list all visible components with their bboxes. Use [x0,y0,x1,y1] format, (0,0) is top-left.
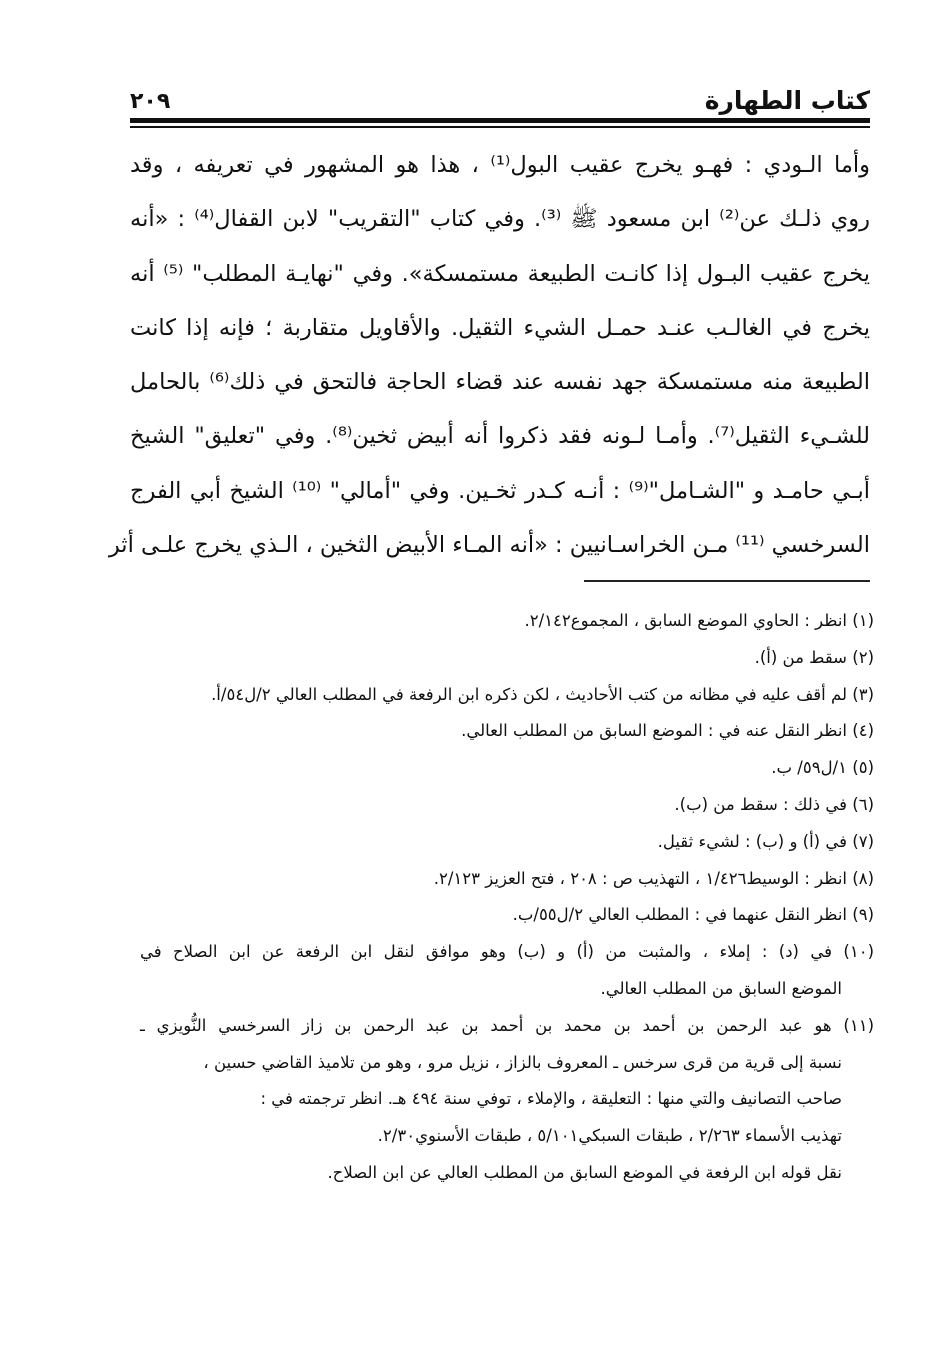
footnote-line: (٦) في ذلك : سقط من (ب). [674,794,874,814]
running-title: كتاب الطهارة [704,86,870,115]
footnote-continuation: نسبة إلى قرية من قرى سرخس ـ المعروف بالزاز ، نزيل مرو ، وهو من تلاميذ القاضي حسين ، [203,1052,842,1072]
footnote-line: (٢) سقط من (أ). [754,647,874,667]
footnote-line: (٣) لم أقف عليه في مظانه من كتب الأحاديث ، لكن ذكره ابن الرفعة في المطلب العالي ٢/ل٥٤/أ. [211,684,874,704]
header-rule-thick [130,118,870,123]
text-line: روي ذلـك عن⁽²⁾ ابن مسعود ﷺ ⁽³⁾. وفي كتاب "التقريب" لابن القفال⁽⁴⁾ : «أنه [130,206,870,233]
footnote-line: (٧) في (أ) و (ب) : لشيء ثقيل. [657,831,874,851]
footnote-line: (١٠) في (د) : إملاء ، والمثبت من (أ) و (ب) وهو موافق لنقل ابن الرفعة عن ابن الصلاح في [140,942,874,962]
footnote-separator [584,580,870,582]
text-line: أبـي حامـد و "الشـامل"⁽⁹⁾ : أنـه كـدر ثخـين. وفي "أمالي" ⁽¹⁰⁾ الشيخ أبي الفرج [130,477,871,504]
footnote-line: (٥) ١/ل٥٩/ ب. [771,758,874,778]
footnote-line: (٩) انظر النقل عنهما في : المطلب العالي ٢/ل٥٥/ب. [512,905,874,925]
footnote-line: (١) انظر : الحاوي الموضع السابق ، المجموع٢/١٤٢. [524,611,874,630]
text-line: الطبيعة منه مستمسكة جهد نفسه عند قضاء الحاجة فالتحق في ذلك⁽⁶⁾ بالحامل [130,369,870,396]
text-line: وأما الـودي : فهـو يخرج عقيب البول⁽¹⁾ ، هذا هو المشهور في تعريفه ، وقد [130,152,870,178]
footnotes [140,603,874,1192]
footnote-continuation: نقل قوله ابن الرفعة في الموضع السابق من المطلب العالي عن ابن الصلاح. [327,1162,842,1182]
footnote-continuation: تهذيب الأسماء ٢/٢٦٣ ، طبقات السبكي٥/١٠١ ، طبقات الأسنوي٢/٣٠. [377,1126,842,1146]
footnote-line: (٤) انظر النقل عنه في : الموضع السابق من المطلب العالي. [461,721,874,741]
footnote-continuation: الموضع السابق من المطلب العالي. [600,978,842,998]
text-line: يخرج في الغالـب عنـد حمـل الشيء الثقيل. والأقاويل متقاربة ؛ فإنه إذا كانت [130,314,870,341]
main-text [108,138,871,572]
page-header [130,80,870,120]
text-line: يخرج عقيب البـول إذا كانـت الطبيعة مستمسكة». وفي "نهايـة المطلب" ⁽⁵⁾ أنه [130,260,870,287]
footnote-continuation: صاحب التصانيف والتي منها : التعليقة ، والإملاء ، توفي سنة ٤٩٤ هـ. انظر ترجمته في : [260,1089,842,1109]
header-rule-thin [130,126,870,128]
text-line: للشـيء الثقيل⁽⁷⁾. وأمـا لـونه فقد ذكروا أنه أبيض ثخين⁽⁸⁾. وفي "تعليق" الشيخ [130,423,871,450]
footnote-line: (٨) انظر : الوسيط١/٤٢٦ ، التهذيب ص : ٢٠٨ ، فتح العزيز ٢/١٢٣. [433,868,874,888]
page-number: ٢٠٩ [130,89,171,114]
text-line: السرخسي ⁽¹¹⁾ مـن الخراسـانيين : «أنه المـاء الأبيض الثخين ، الـذي يخرج علـى أثر [108,532,870,559]
footnote-line: (١١) هو عبد الرحمن بن أحمد بن محمد بن أحمد بن عبد الرحمن بن زاز السرخسي النُّويزي ـ [140,1015,874,1035]
